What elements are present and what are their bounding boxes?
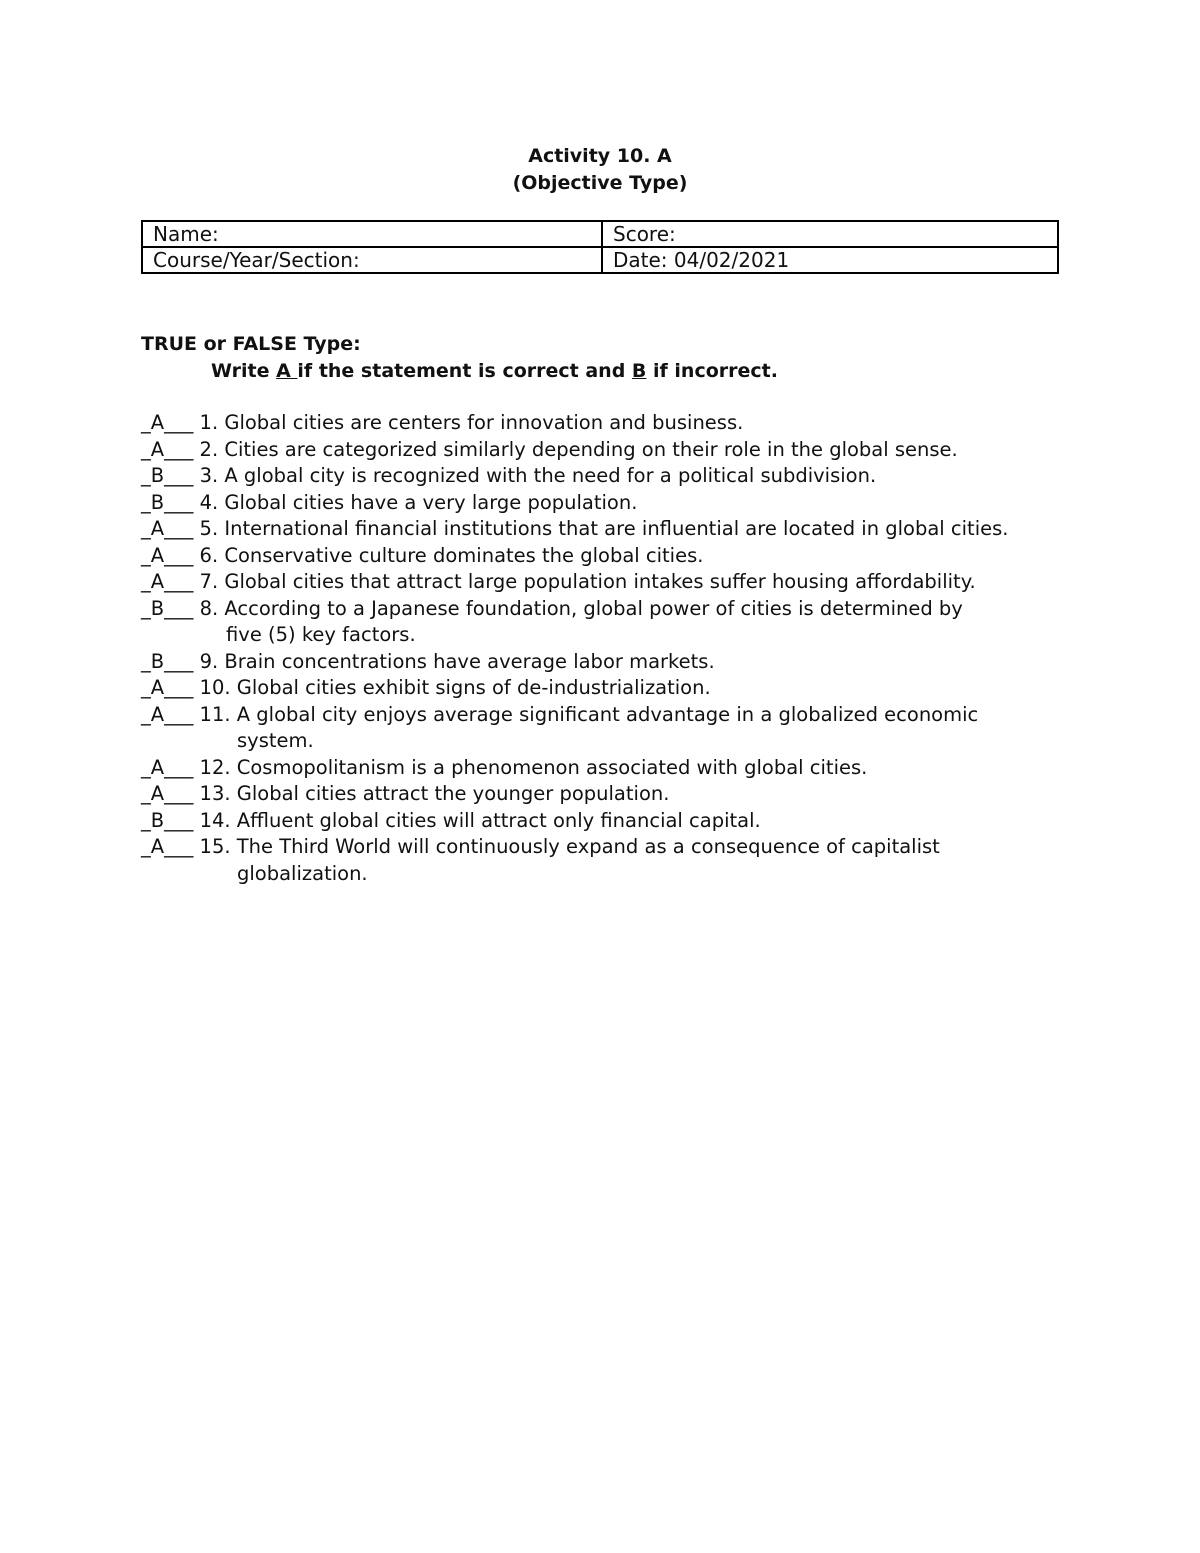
activity-subtitle: (Objective Type) xyxy=(512,172,688,194)
question-item xyxy=(141,596,1071,649)
question-item xyxy=(141,781,1071,808)
date-field: Date: 04/02/2021 xyxy=(602,247,1058,273)
question-text: 10. Global cities exhibit signs of de-industrialization. xyxy=(193,676,711,699)
question-text: 1. Global cities are centers for innovation and business. xyxy=(193,411,744,434)
question-text: 8. According to a Japanese foundation, global power of cities is determined by xyxy=(193,596,963,620)
question-item xyxy=(141,649,1071,676)
question-text: 7. Global cities that attract large population intakes suffer housing affordability. xyxy=(193,570,976,593)
info-row xyxy=(142,247,1058,273)
answer-blank: _B___ xyxy=(141,808,194,832)
answer-blank: _A___ xyxy=(141,570,194,593)
answer-blank: _A___ xyxy=(141,517,194,540)
instruction-b: B xyxy=(631,360,647,382)
course-year-section-field: Course/Year/Section: xyxy=(142,247,602,273)
question-text: 12. Cosmopolitanism is a phenomenon associated with global cities. xyxy=(193,755,868,779)
question-text-continued: five (5) key factors. xyxy=(226,623,416,646)
student-info-table xyxy=(141,220,1059,274)
question-item xyxy=(141,490,1071,517)
question-text: 11. A global city enjoys average significant advantage in a globalized economic xyxy=(193,702,979,726)
answer-blank: _A___ xyxy=(141,835,194,858)
answer-blank: _A___ xyxy=(141,702,194,726)
answer-blank: _B___ xyxy=(141,464,194,487)
answer-blank: _B___ xyxy=(141,596,194,620)
answer-blank: _A___ xyxy=(141,543,194,567)
instruction-a: A xyxy=(276,360,298,382)
question-text: 6. Conservative culture dominates the global cities. xyxy=(193,543,704,567)
question-item xyxy=(141,569,1071,596)
question-item xyxy=(141,675,1071,702)
answer-blank: _B___ xyxy=(141,649,194,673)
question-text: 3. A global city is recognized with the need for a political subdivision. xyxy=(193,464,877,487)
name-field: Name: xyxy=(142,221,602,247)
answer-blank: _B___ xyxy=(141,490,194,514)
question-text: 9. Brain concentrations have average labor markets. xyxy=(193,649,715,673)
score-field: Score: xyxy=(602,221,1058,247)
question-text: 2. Cities are categorized similarly depending on their role in the global sense. xyxy=(193,437,958,461)
question-item xyxy=(141,437,1071,464)
activity-title: Activity 10. A xyxy=(528,145,672,167)
answer-blank: _A___ xyxy=(141,411,194,434)
answer-blank: _A___ xyxy=(141,782,194,805)
info-row xyxy=(142,221,1058,247)
answer-blank: _A___ xyxy=(141,437,194,461)
section-heading: TRUE or FALSE Type: xyxy=(141,333,361,355)
instruction-line xyxy=(211,358,778,384)
question-text: 13. Global cities attract the younger population. xyxy=(193,782,670,805)
question-item xyxy=(141,808,1071,835)
instruction-pre: Write xyxy=(211,360,277,382)
question-item xyxy=(141,516,1071,543)
title-block xyxy=(0,143,1200,197)
question-list xyxy=(141,410,1071,887)
answer-blank: _A___ xyxy=(141,755,194,779)
question-text: 5. International financial institutions that are influential are located in global cities. xyxy=(193,517,1009,540)
answer-blank: _A___ xyxy=(141,676,194,699)
question-text-continued: globalization. xyxy=(237,861,368,885)
question-item xyxy=(141,543,1071,570)
question-item xyxy=(141,755,1071,782)
question-item xyxy=(141,834,1071,887)
question-text-continued: system. xyxy=(237,729,314,752)
question-text: 4. Global cities have a very large population. xyxy=(193,490,638,514)
question-item xyxy=(141,702,1071,755)
question-item xyxy=(141,410,1071,437)
instruction-mid: if the statement is correct and xyxy=(297,360,632,382)
question-item xyxy=(141,463,1071,490)
instruction-post: if incorrect. xyxy=(646,360,778,382)
question-text: 15. The Third World will continuously expand as a consequence of capitalist xyxy=(193,835,940,858)
question-text: 14. Affluent global cities will attract only financial capital. xyxy=(193,808,761,832)
